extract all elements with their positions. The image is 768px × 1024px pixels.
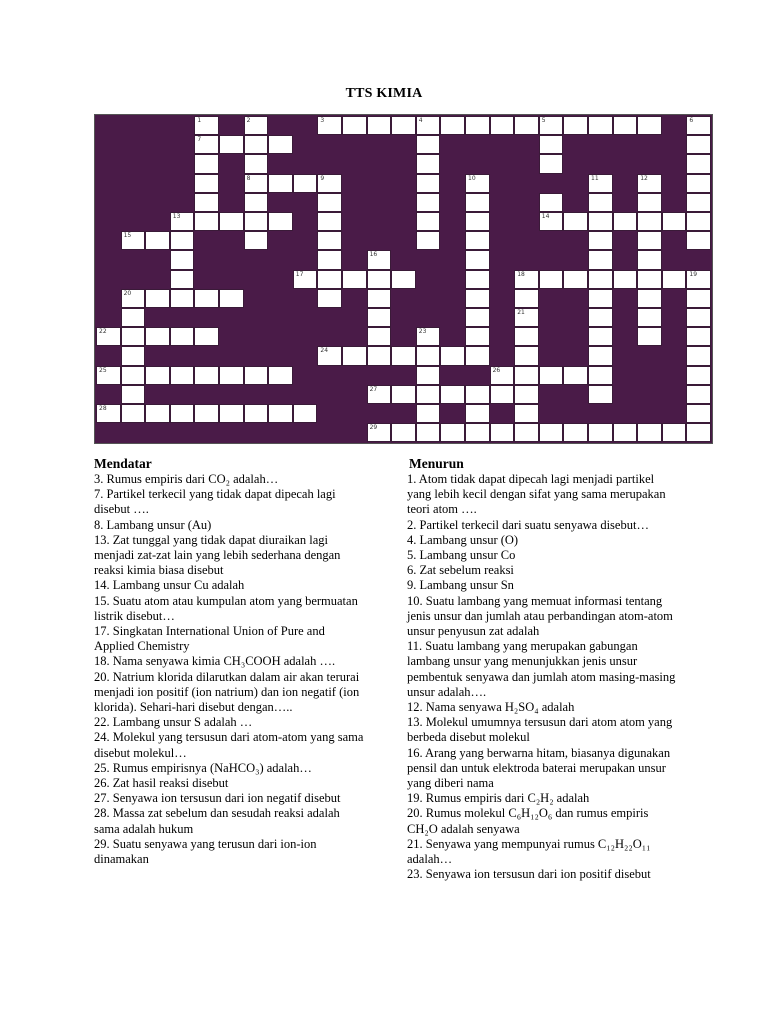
grid-cell[interactable] bbox=[588, 385, 613, 404]
grid-cell[interactable] bbox=[588, 308, 613, 327]
clue-number: 12 bbox=[640, 174, 648, 182]
grid-cell[interactable] bbox=[440, 346, 465, 365]
grid-cell[interactable] bbox=[637, 270, 662, 289]
grid-cell[interactable] bbox=[416, 212, 441, 231]
grid-cell[interactable] bbox=[686, 154, 711, 173]
grid-cell[interactable] bbox=[613, 423, 638, 442]
grid-cell[interactable] bbox=[686, 289, 711, 308]
clue-item: 11. Suatu lambang yang merupakan gabungan lambang unsur yang menunjukkan jenis unsur pembentuk senyawa dan jumlah atom masing-masing unsur adalah…. bbox=[407, 639, 676, 699]
grid-cell[interactable] bbox=[170, 250, 195, 269]
grid-cell[interactable] bbox=[96, 366, 121, 385]
grid-cell[interactable] bbox=[244, 174, 269, 193]
grid-cell[interactable] bbox=[613, 116, 638, 135]
clue-item: 4. Lambang unsur (O) bbox=[407, 532, 519, 547]
grid-cell[interactable] bbox=[514, 423, 539, 442]
clue-item: 8. Lambang unsur (Au) bbox=[94, 517, 212, 532]
grid-cell[interactable] bbox=[244, 135, 269, 154]
clue-number: 2 bbox=[246, 117, 251, 124]
grid-cell[interactable] bbox=[317, 174, 342, 193]
grid-cell[interactable] bbox=[613, 270, 638, 289]
clue-item: 17. Singkatan International Union of Pure and Applied Chemistry bbox=[94, 624, 325, 654]
mendatar-heading: Mendatar bbox=[94, 456, 152, 471]
grid-cell[interactable] bbox=[613, 212, 638, 231]
mendatar-clue-list bbox=[94, 472, 364, 867]
grid-cell[interactable] bbox=[539, 154, 564, 173]
grid-cell[interactable] bbox=[514, 270, 539, 289]
grid-cell[interactable] bbox=[219, 212, 244, 231]
clue-item: 10. Suatu lambang yang memuat informasi tentang jenis unsur dan jumlah atau perbandingan atom-atom unsur penyusun zat adalah bbox=[407, 593, 673, 639]
grid-cell[interactable] bbox=[342, 270, 367, 289]
grid-cell[interactable] bbox=[416, 193, 441, 212]
grid-cell[interactable] bbox=[194, 404, 219, 423]
grid-cell[interactable] bbox=[465, 327, 490, 346]
grid-cell[interactable] bbox=[367, 385, 392, 404]
clue-item: 9. Lambang unsur Sn bbox=[407, 578, 514, 593]
grid-cell[interactable] bbox=[588, 231, 613, 250]
clue-number: 21 bbox=[517, 309, 525, 316]
grid-cell[interactable] bbox=[514, 404, 539, 423]
grid-cell[interactable] bbox=[145, 231, 170, 250]
clue-item: 24. Molekul yang tersusun dari atom-atom yang sama disebut molekul… bbox=[94, 730, 364, 760]
clue-number: 20 bbox=[123, 289, 132, 297]
grid-cell[interactable] bbox=[588, 327, 613, 346]
grid-cell[interactable] bbox=[317, 231, 342, 250]
grid-cell[interactable] bbox=[170, 289, 195, 308]
grid-cell[interactable] bbox=[465, 385, 490, 404]
grid-cell[interactable] bbox=[686, 366, 711, 385]
grid-cell[interactable] bbox=[194, 116, 219, 135]
grid-cell[interactable] bbox=[637, 174, 662, 193]
grid-cell[interactable] bbox=[588, 423, 613, 442]
grid-cell[interactable] bbox=[145, 366, 170, 385]
grid-cell[interactable] bbox=[96, 404, 121, 423]
clue-item: 7. Partikel terkecil yang tidak dapat dipecah lagi disebut …. bbox=[94, 487, 336, 517]
grid-cell[interactable] bbox=[268, 174, 293, 193]
clue-item: 22. Lambang unsur S adalah … bbox=[94, 715, 253, 730]
clue-item: 3. Rumus empiris dari CO₂ adalah… bbox=[94, 472, 279, 486]
grid-cell[interactable] bbox=[416, 366, 441, 385]
grid-cell[interactable] bbox=[194, 193, 219, 212]
grid-cell[interactable] bbox=[317, 193, 342, 212]
clue-item: 12. Nama senyawa H₂SO₄ adalah bbox=[407, 700, 575, 715]
mendatar-clues bbox=[94, 455, 364, 867]
grid-cell[interactable] bbox=[121, 231, 146, 250]
grid-cell[interactable] bbox=[637, 231, 662, 250]
clue-item: 18. Nama senyawa kimia CH₃COOH adalah …. bbox=[94, 654, 336, 669]
clue-number: 5 bbox=[541, 117, 546, 124]
grid-cell[interactable] bbox=[465, 346, 490, 365]
grid-cell[interactable] bbox=[391, 385, 416, 404]
grid-cell[interactable] bbox=[416, 154, 441, 173]
grid-cell[interactable] bbox=[490, 423, 515, 442]
grid-cell[interactable] bbox=[416, 423, 441, 442]
grid-cell[interactable] bbox=[686, 423, 711, 442]
clue-number: 14 bbox=[541, 213, 550, 220]
grid-cell[interactable] bbox=[145, 327, 170, 346]
grid-cell[interactable] bbox=[637, 327, 662, 346]
clue-item: 19. Rumus empiris dari C₂H₂ adalah bbox=[407, 791, 590, 806]
grid-cell[interactable] bbox=[342, 346, 367, 365]
grid-cell[interactable] bbox=[465, 270, 490, 289]
grid-cell[interactable] bbox=[170, 327, 195, 346]
clue-number: 19 bbox=[689, 270, 698, 278]
clue-item: 14. Lambang unsur Cu adalah bbox=[94, 578, 245, 593]
grid-cell[interactable] bbox=[367, 327, 392, 346]
grid-cell[interactable] bbox=[96, 327, 121, 346]
clue-item: 20. Natrium klorida dilarutkan dalam air akan terurai menjadi ion positif (ion natrium) dan ion negatif (ion klorida). Sehari-hari disebut dengan….. bbox=[94, 669, 360, 715]
grid-cell[interactable] bbox=[145, 404, 170, 423]
grid-cell[interactable] bbox=[367, 423, 392, 442]
grid-cell[interactable] bbox=[588, 212, 613, 231]
grid-cell[interactable] bbox=[539, 270, 564, 289]
clue-item: 13. Zat tunggal yang tidak dapat diuraikan lagi menjadi zat-zat lain yang lebih sederhana dengan reaksi kimia biasa disebut bbox=[94, 532, 341, 578]
grid-cell[interactable] bbox=[539, 212, 564, 231]
grid-cell[interactable] bbox=[563, 366, 588, 385]
grid-cell[interactable] bbox=[539, 116, 564, 135]
grid-cell[interactable] bbox=[514, 327, 539, 346]
clue-item: 28. Massa zat sebelum dan sesudah reaksi adalah sama adalah hukum bbox=[94, 806, 340, 836]
grid-cell[interactable] bbox=[686, 270, 711, 289]
clue-number: 29 bbox=[369, 424, 378, 432]
grid-cell[interactable] bbox=[514, 289, 539, 308]
clue-item: 23. Senyawa ion tersusun dari ion positif disebut bbox=[407, 867, 651, 882]
grid-cell[interactable] bbox=[293, 270, 318, 289]
grid-cell[interactable] bbox=[465, 231, 490, 250]
crossword-grid bbox=[94, 114, 713, 444]
grid-cell[interactable] bbox=[391, 270, 416, 289]
grid-cell[interactable] bbox=[662, 270, 687, 289]
grid-cell[interactable] bbox=[268, 135, 293, 154]
clue-item: 16. Arang yang berwarna hitam, biasanya digunakan pensil dan untuk elektroda baterai merupakan unsur yang diberi nama bbox=[407, 745, 671, 791]
clue-number: 23 bbox=[418, 328, 427, 336]
grid-cell[interactable] bbox=[293, 404, 318, 423]
grid-cell[interactable] bbox=[637, 308, 662, 327]
menurun-heading: Menurun bbox=[409, 456, 464, 471]
grid-cell[interactable] bbox=[686, 308, 711, 327]
grid-cell[interactable] bbox=[416, 327, 441, 346]
grid-cell[interactable] bbox=[416, 174, 441, 193]
grid-cell[interactable] bbox=[342, 116, 367, 135]
grid-cell[interactable] bbox=[465, 423, 490, 442]
grid-cell[interactable] bbox=[563, 270, 588, 289]
grid-cell[interactable] bbox=[391, 346, 416, 365]
clue-number: 24 bbox=[320, 347, 329, 355]
grid-cell[interactable] bbox=[121, 346, 146, 365]
grid-cell[interactable] bbox=[416, 346, 441, 365]
grid-cell[interactable] bbox=[416, 385, 441, 404]
grid-cell[interactable] bbox=[686, 174, 711, 193]
grid-cell[interactable] bbox=[637, 250, 662, 269]
grid-cell[interactable] bbox=[686, 135, 711, 154]
grid-cell[interactable] bbox=[268, 212, 293, 231]
grid-cell[interactable] bbox=[317, 270, 342, 289]
clue-item: 1. Atom tidak dapat dipecah lagi menjadi partikel yang lebih kecil dengan sifat yang sama merupakan teori atom …. bbox=[407, 472, 666, 517]
clue-item: 21. Senyawa yang mempunyai rumus C₁₂H₂₂O₁₁ adalah… bbox=[407, 836, 651, 867]
clue-number: 4 bbox=[418, 117, 423, 124]
grid-cell[interactable] bbox=[514, 346, 539, 365]
clue-number: 15 bbox=[123, 232, 132, 240]
grid-cell[interactable] bbox=[416, 231, 441, 250]
grid-cell[interactable] bbox=[490, 366, 515, 385]
grid-cell[interactable] bbox=[317, 212, 342, 231]
grid-cell[interactable] bbox=[539, 193, 564, 212]
grid-cell[interactable] bbox=[686, 327, 711, 346]
grid-cell[interactable] bbox=[686, 404, 711, 423]
grid-cell[interactable] bbox=[121, 308, 146, 327]
grid-cell[interactable] bbox=[317, 346, 342, 365]
page-title: TTS KIMIA bbox=[345, 86, 423, 101]
clue-item: 20. Rumus molekul C₆H₁₂O₆ dan rumus empiris CH₂O adalah senyawa bbox=[407, 806, 649, 836]
grid-cell[interactable] bbox=[244, 154, 269, 173]
clue-number: 9 bbox=[320, 174, 325, 182]
grid-cell[interactable] bbox=[686, 116, 711, 135]
grid-cell[interactable] bbox=[686, 385, 711, 404]
grid-cell[interactable] bbox=[244, 404, 269, 423]
grid-cell[interactable] bbox=[490, 116, 515, 135]
grid-cell[interactable] bbox=[465, 193, 490, 212]
grid-cell[interactable] bbox=[686, 346, 711, 365]
grid-cell[interactable] bbox=[465, 250, 490, 269]
grid-cell[interactable] bbox=[588, 250, 613, 269]
grid-cell[interactable] bbox=[465, 404, 490, 423]
grid-cell[interactable] bbox=[121, 366, 146, 385]
grid-cell[interactable] bbox=[219, 366, 244, 385]
grid-cell[interactable] bbox=[440, 423, 465, 442]
grid-cell[interactable] bbox=[121, 289, 146, 308]
clue-number: 17 bbox=[295, 270, 304, 278]
grid-cell[interactable] bbox=[367, 308, 392, 327]
menurun-clue-list bbox=[407, 472, 679, 882]
clue-item: 27. Senyawa ion tersusun dari ion negatif disebut bbox=[94, 791, 341, 806]
grid-cell[interactable] bbox=[244, 212, 269, 231]
grid-cell[interactable] bbox=[440, 116, 465, 135]
grid-cell[interactable] bbox=[416, 135, 441, 154]
grid-cell[interactable] bbox=[440, 385, 465, 404]
grid-cell[interactable] bbox=[465, 289, 490, 308]
grid-cell[interactable] bbox=[170, 366, 195, 385]
grid-cell[interactable] bbox=[391, 423, 416, 442]
clue-number: 8 bbox=[246, 174, 251, 182]
grid-cell[interactable] bbox=[367, 270, 392, 289]
grid-cell[interactable] bbox=[219, 289, 244, 308]
grid-cell[interactable] bbox=[686, 212, 711, 231]
grid-cell[interactable] bbox=[563, 423, 588, 442]
clue-number: 10 bbox=[468, 174, 476, 182]
grid-cell[interactable] bbox=[367, 346, 392, 365]
clue-number: 22 bbox=[99, 328, 107, 336]
grid-cell[interactable] bbox=[367, 250, 392, 269]
clue-item: 6. Zat sebelum reaksi bbox=[407, 563, 514, 578]
grid-cell[interactable] bbox=[194, 327, 219, 346]
grid-cell[interactable] bbox=[170, 404, 195, 423]
grid-cell[interactable] bbox=[637, 423, 662, 442]
grid-cell[interactable] bbox=[465, 308, 490, 327]
grid-cell[interactable] bbox=[588, 289, 613, 308]
grid-cell[interactable] bbox=[194, 366, 219, 385]
grid-cell[interactable] bbox=[514, 116, 539, 135]
grid-cell[interactable] bbox=[194, 212, 219, 231]
clue-item: 26. Zat hasil reaksi disebut bbox=[94, 776, 229, 791]
grid-cell[interactable] bbox=[588, 346, 613, 365]
grid-cell[interactable] bbox=[268, 366, 293, 385]
grid-cell[interactable] bbox=[219, 404, 244, 423]
clue-number: 25 bbox=[99, 366, 107, 374]
grid-cell[interactable] bbox=[637, 212, 662, 231]
grid-cell[interactable] bbox=[219, 135, 244, 154]
grid-cell[interactable] bbox=[563, 212, 588, 231]
grid-cell[interactable] bbox=[244, 193, 269, 212]
menurun-clues bbox=[407, 455, 679, 882]
clue-item: 2. Partikel terkecil dari suatu senyawa disebut… bbox=[407, 517, 649, 532]
grid-cell[interactable] bbox=[293, 174, 318, 193]
clue-number: 16 bbox=[369, 251, 378, 259]
grid-cell[interactable] bbox=[465, 116, 490, 135]
grid-cell[interactable] bbox=[588, 116, 613, 135]
grid-cell[interactable] bbox=[514, 366, 539, 385]
clue-number: 6 bbox=[689, 117, 694, 124]
clue-item: 13. Molekul umumnya tersusun dari atom atom yang berbeda disebut molekul bbox=[407, 715, 673, 745]
grid-cell[interactable] bbox=[588, 193, 613, 212]
grid-cell[interactable] bbox=[170, 231, 195, 250]
grid-cell[interactable] bbox=[317, 289, 342, 308]
grid-cell[interactable] bbox=[268, 404, 293, 423]
grid-cell[interactable] bbox=[514, 308, 539, 327]
grid-cell[interactable] bbox=[539, 423, 564, 442]
grid-cell[interactable] bbox=[662, 423, 687, 442]
grid-cell[interactable] bbox=[391, 116, 416, 135]
clue-item: 15. Suatu atom atau kumpulan atom yang bermuatan listrik disebut… bbox=[94, 593, 358, 623]
clue-number: 3 bbox=[320, 117, 325, 124]
grid-cell[interactable] bbox=[121, 385, 146, 404]
clue-number: 26 bbox=[492, 366, 501, 374]
grid-cell[interactable] bbox=[514, 385, 539, 404]
grid-cell[interactable] bbox=[170, 212, 195, 231]
grid-cell[interactable] bbox=[563, 116, 588, 135]
clue-number: 18 bbox=[517, 270, 525, 278]
grid-cell[interactable] bbox=[170, 270, 195, 289]
grid-cell[interactable] bbox=[194, 154, 219, 173]
grid-cell[interactable] bbox=[490, 385, 515, 404]
clue-number: 11 bbox=[591, 174, 599, 182]
grid-cell[interactable] bbox=[194, 289, 219, 308]
grid-cell[interactable] bbox=[588, 270, 613, 289]
grid-cell[interactable] bbox=[637, 289, 662, 308]
grid-cell[interactable] bbox=[637, 116, 662, 135]
grid-cell[interactable] bbox=[194, 135, 219, 154]
grid-cell[interactable] bbox=[465, 212, 490, 231]
grid-cell[interactable] bbox=[662, 212, 687, 231]
grid-cell[interactable] bbox=[539, 135, 564, 154]
grid-cell[interactable] bbox=[121, 327, 146, 346]
grid-cell[interactable] bbox=[465, 174, 490, 193]
grid-cell[interactable] bbox=[416, 404, 441, 423]
clue-number: 1 bbox=[197, 117, 202, 124]
grid-cell[interactable] bbox=[244, 366, 269, 385]
grid-cell[interactable] bbox=[588, 174, 613, 193]
clue-item: 25. Rumus empirisnya (NaHCO₃) adalah… bbox=[94, 760, 312, 775]
grid-cell[interactable] bbox=[317, 116, 342, 135]
grid-cell[interactable] bbox=[367, 289, 392, 308]
clue-number: 28 bbox=[99, 405, 107, 412]
grid-cell[interactable] bbox=[194, 174, 219, 193]
clue-item: 5. Lambang unsur Co bbox=[407, 548, 516, 563]
grid-cell[interactable] bbox=[686, 231, 711, 250]
grid-cell[interactable] bbox=[145, 289, 170, 308]
grid-cell[interactable] bbox=[686, 193, 711, 212]
clue-number: 13 bbox=[172, 213, 181, 220]
grid-cell[interactable] bbox=[121, 404, 146, 423]
grid-cell[interactable] bbox=[244, 231, 269, 250]
grid-cell[interactable] bbox=[317, 250, 342, 269]
grid-cell[interactable] bbox=[637, 193, 662, 212]
clue-number: 7 bbox=[197, 136, 202, 144]
clue-item: 29. Suatu senyawa yang terusun dari ion-ion dinamakan bbox=[94, 836, 317, 867]
grid-cell[interactable] bbox=[416, 116, 441, 135]
grid-cell[interactable] bbox=[367, 116, 392, 135]
clue-number: 27 bbox=[369, 385, 378, 393]
grid-cell[interactable] bbox=[244, 116, 269, 135]
grid-cell[interactable] bbox=[588, 366, 613, 385]
grid-cell[interactable] bbox=[539, 366, 564, 385]
